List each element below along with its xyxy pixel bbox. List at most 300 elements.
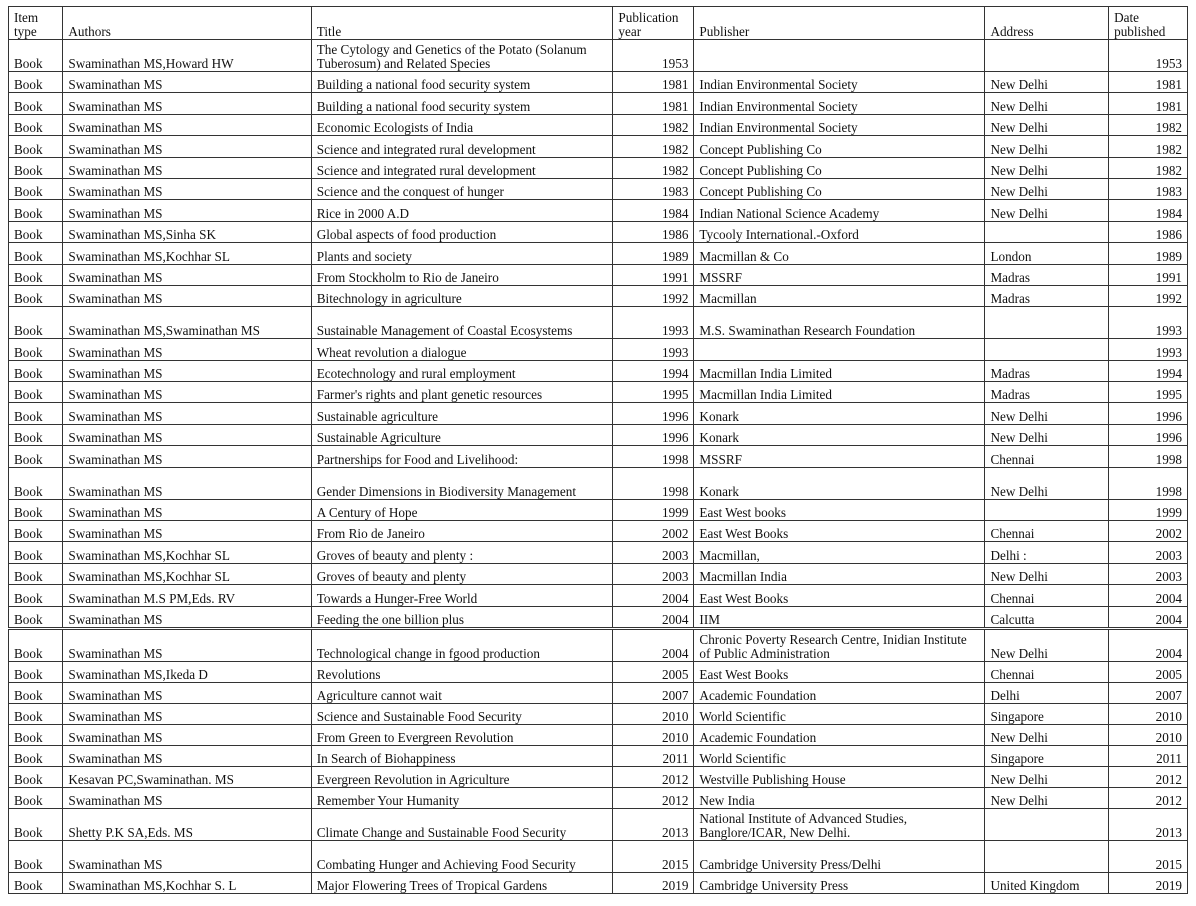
table-row [9, 563, 1188, 584]
cell-date-published: 2007 [1109, 683, 1188, 704]
cell-address: Madras [985, 360, 1109, 381]
header-date-published: Date published [1109, 7, 1188, 40]
table-row [9, 809, 1188, 841]
cell-title: Partnerships for Food and Livelihood: [311, 446, 613, 467]
cell-publication-year: 1989 [613, 243, 694, 264]
cell-date-published: 1984 [1109, 200, 1188, 221]
cell-authors: Swaminathan MS [63, 746, 311, 767]
table-row [9, 403, 1188, 424]
cell-publisher: Indian National Science Academy [694, 200, 985, 221]
cell-item-type: Book [9, 873, 63, 894]
table-row [9, 467, 1188, 499]
cell-item-type: Book [9, 767, 63, 788]
cell-publication-year: 1999 [613, 499, 694, 520]
cell-publication-year: 1991 [613, 264, 694, 285]
cell-publication-year: 1981 [613, 72, 694, 93]
cell-authors: Swaminathan MS [63, 157, 311, 178]
cell-publisher: Westville Publishing House [694, 767, 985, 788]
cell-title: In Search of Biohappiness [311, 746, 613, 767]
cell-publication-year: 1953 [613, 40, 694, 72]
cell-address: New Delhi [985, 178, 1109, 199]
table-row [9, 40, 1188, 72]
cell-date-published: 1989 [1109, 243, 1188, 264]
cell-address: Chennai [985, 662, 1109, 683]
header-publication-year: Publication year [613, 7, 694, 40]
table-row [9, 157, 1188, 178]
header-publisher: Publisher [694, 7, 985, 40]
cell-address: New Delhi [985, 563, 1109, 584]
table-row [9, 136, 1188, 157]
cell-publication-year: 2010 [613, 704, 694, 725]
cell-item-type: Book [9, 563, 63, 584]
cell-publisher: Macmillan India Limited [694, 382, 985, 403]
table-body [9, 40, 1188, 628]
cell-date-published: 2011 [1109, 746, 1188, 767]
cell-authors: Swaminathan MS [63, 521, 311, 542]
cell-address: Singapore [985, 746, 1109, 767]
cell-item-type: Book [9, 521, 63, 542]
cell-date-published: 1993 [1109, 307, 1188, 339]
cell-publication-year: 2011 [613, 746, 694, 767]
header-item-type: Item type [9, 7, 63, 40]
cell-date-published: 1996 [1109, 403, 1188, 424]
cell-address: New Delhi [985, 630, 1109, 662]
table-row [9, 178, 1188, 199]
cell-publication-year: 2004 [613, 606, 694, 627]
cell-publisher: World Scientific [694, 704, 985, 725]
cell-title: Wheat revolution a dialogue [311, 339, 613, 360]
table-row [9, 683, 1188, 704]
cell-date-published: 1991 [1109, 264, 1188, 285]
cell-address: New Delhi [985, 72, 1109, 93]
cell-item-type: Book [9, 704, 63, 725]
cell-publisher: Macmillan, [694, 542, 985, 563]
cell-publisher: IIM [694, 606, 985, 627]
table-row [9, 585, 1188, 606]
cell-date-published: 1996 [1109, 424, 1188, 445]
cell-publisher [694, 40, 985, 72]
cell-publication-year: 1982 [613, 136, 694, 157]
cell-publisher: Chronic Poverty Research Centre, Inidian Institute of Public Administration [694, 630, 985, 662]
table-row [9, 499, 1188, 520]
cell-date-published: 1986 [1109, 221, 1188, 242]
cell-publisher: Concept Publishing Co [694, 178, 985, 199]
cell-title: Agriculture cannot wait [311, 683, 613, 704]
cell-publication-year: 2004 [613, 630, 694, 662]
cell-item-type: Book [9, 200, 63, 221]
cell-address [985, 40, 1109, 72]
publications-table [8, 6, 1188, 628]
cell-authors: Swaminathan MS,Kochhar SL [63, 563, 311, 584]
cell-publisher: Konark [694, 403, 985, 424]
cell-publisher: Macmillan [694, 285, 985, 306]
cell-authors: Swaminathan MS [63, 788, 311, 809]
cell-authors: Swaminathan MS [63, 467, 311, 499]
cell-title: From Green to Evergreen Revolution [311, 725, 613, 746]
cell-item-type: Book [9, 683, 63, 704]
cell-authors: Swaminathan MS [63, 499, 311, 520]
cell-publisher: Indian Environmental Society [694, 72, 985, 93]
cell-address: New Delhi [985, 200, 1109, 221]
cell-title: Technological change in fgood production [311, 630, 613, 662]
cell-title: Major Flowering Trees of Tropical Gardens [311, 873, 613, 894]
cell-title: Remember Your Humanity [311, 788, 613, 809]
cell-item-type: Book [9, 788, 63, 809]
cell-publication-year: 2012 [613, 767, 694, 788]
cell-publisher [694, 339, 985, 360]
cell-authors: Swaminathan MS [63, 725, 311, 746]
table-row [9, 841, 1188, 873]
cell-title: Groves of beauty and plenty : [311, 542, 613, 563]
cell-authors: Swaminathan MS [63, 360, 311, 381]
table-row [9, 746, 1188, 767]
cell-date-published: 1998 [1109, 467, 1188, 499]
cell-authors: Swaminathan MS [63, 178, 311, 199]
cell-authors: Swaminathan MS,Kochhar SL [63, 243, 311, 264]
cell-title: Plants and society [311, 243, 613, 264]
cell-publisher: Macmillan India Limited [694, 360, 985, 381]
table-row [9, 446, 1188, 467]
cell-authors: Swaminathan MS [63, 382, 311, 403]
cell-item-type: Book [9, 662, 63, 683]
cell-item-type: Book [9, 360, 63, 381]
table-row [9, 72, 1188, 93]
cell-address: Chennai [985, 585, 1109, 606]
cell-publisher: Macmillan & Co [694, 243, 985, 264]
cell-address: New Delhi [985, 93, 1109, 114]
cell-authors: Swaminathan M.S PM,Eds. RV [63, 585, 311, 606]
cell-address: Delhi : [985, 542, 1109, 563]
cell-title: A Century of Hope [311, 499, 613, 520]
cell-title: From Stockholm to Rio de Janeiro [311, 264, 613, 285]
cell-item-type: Book [9, 339, 63, 360]
cell-item-type: Book [9, 178, 63, 199]
cell-authors: Swaminathan MS,Kochhar SL [63, 542, 311, 563]
cell-item-type: Book [9, 307, 63, 339]
cell-publisher: World Scientific [694, 746, 985, 767]
cell-address: Chennai [985, 521, 1109, 542]
cell-title: Feeding the one billion plus [311, 606, 613, 627]
cell-date-published: 1993 [1109, 339, 1188, 360]
cell-title: Science and integrated rural development [311, 157, 613, 178]
cell-authors: Swaminathan MS,Swaminathan MS [63, 307, 311, 339]
cell-title: Sustainable Agriculture [311, 424, 613, 445]
cell-title: Science and integrated rural development [311, 136, 613, 157]
cell-date-published: 1999 [1109, 499, 1188, 520]
cell-publication-year: 1995 [613, 382, 694, 403]
cell-publication-year: 1998 [613, 467, 694, 499]
cell-item-type: Book [9, 424, 63, 445]
header-authors: Authors [63, 7, 311, 40]
cell-authors: Swaminathan MS [63, 446, 311, 467]
cell-title: Revolutions [311, 662, 613, 683]
table-row [9, 704, 1188, 725]
cell-item-type: Book [9, 40, 63, 72]
cell-item-type: Book [9, 243, 63, 264]
cell-title: Science and the conquest of hunger [311, 178, 613, 199]
cell-publication-year: 2019 [613, 873, 694, 894]
cell-address: Delhi [985, 683, 1109, 704]
cell-publisher: Cambridge University Press [694, 873, 985, 894]
cell-publisher: Macmillan India [694, 563, 985, 584]
cell-publisher: MSSRF [694, 446, 985, 467]
cell-date-published: 1953 [1109, 40, 1188, 72]
table-row [9, 307, 1188, 339]
cell-address [985, 307, 1109, 339]
cell-authors: Swaminathan MS [63, 136, 311, 157]
cell-item-type: Book [9, 285, 63, 306]
cell-item-type: Book [9, 72, 63, 93]
cell-address: Calcutta [985, 606, 1109, 627]
table-row [9, 243, 1188, 264]
cell-publisher: East West Books [694, 585, 985, 606]
cell-authors: Shetty P.K SA,Eds. MS [63, 809, 311, 841]
cell-item-type: Book [9, 136, 63, 157]
cell-publisher: Konark [694, 424, 985, 445]
cell-publisher: MSSRF [694, 264, 985, 285]
cell-title: Rice in 2000 A.D [311, 200, 613, 221]
cell-publisher: Konark [694, 467, 985, 499]
cell-date-published: 1994 [1109, 360, 1188, 381]
cell-item-type: Book [9, 630, 63, 662]
cell-publisher: Academic Foundation [694, 683, 985, 704]
table-row [9, 339, 1188, 360]
cell-date-published: 2005 [1109, 662, 1188, 683]
cell-date-published: 1981 [1109, 72, 1188, 93]
cell-publication-year: 2007 [613, 683, 694, 704]
cell-publication-year: 2010 [613, 725, 694, 746]
cell-publication-year: 1982 [613, 157, 694, 178]
cell-title: Global aspects of food production [311, 221, 613, 242]
cell-title: Sustainable agriculture [311, 403, 613, 424]
cell-address: New Delhi [985, 424, 1109, 445]
cell-address [985, 809, 1109, 841]
cell-authors: Swaminathan MS [63, 264, 311, 285]
cell-item-type: Book [9, 264, 63, 285]
cell-authors: Swaminathan MS [63, 630, 311, 662]
table-row [9, 767, 1188, 788]
cell-publication-year: 1986 [613, 221, 694, 242]
cell-date-published: 2004 [1109, 630, 1188, 662]
cell-date-published: 2013 [1109, 809, 1188, 841]
table-row [9, 606, 1188, 627]
cell-item-type: Book [9, 221, 63, 242]
cell-address [985, 499, 1109, 520]
cell-publication-year: 1996 [613, 403, 694, 424]
cell-publisher: Concept Publishing Co [694, 136, 985, 157]
table-row [9, 200, 1188, 221]
cell-publisher: East West books [694, 499, 985, 520]
cell-authors: Kesavan PC,Swaminathan. MS [63, 767, 311, 788]
cell-authors: Swaminathan MS [63, 424, 311, 445]
table-body-continued [9, 630, 1188, 894]
header-address: Address [985, 7, 1109, 40]
cell-publisher: Academic Foundation [694, 725, 985, 746]
cell-date-published: 1983 [1109, 178, 1188, 199]
publications-table-continued [8, 629, 1188, 894]
cell-authors: Swaminathan MS [63, 683, 311, 704]
cell-title: Gender Dimensions in Biodiversity Management [311, 467, 613, 499]
cell-address [985, 339, 1109, 360]
cell-date-published: 2019 [1109, 873, 1188, 894]
cell-publication-year: 2005 [613, 662, 694, 683]
cell-publication-year: 1994 [613, 360, 694, 381]
table-row [9, 114, 1188, 135]
cell-date-published: 2004 [1109, 585, 1188, 606]
cell-date-published: 1982 [1109, 157, 1188, 178]
cell-publication-year: 1984 [613, 200, 694, 221]
cell-publication-year: 1993 [613, 307, 694, 339]
cell-publication-year: 1982 [613, 114, 694, 135]
cell-authors: Swaminathan MS [63, 114, 311, 135]
cell-date-published: 2010 [1109, 725, 1188, 746]
cell-date-published: 1995 [1109, 382, 1188, 403]
cell-publication-year: 2002 [613, 521, 694, 542]
cell-address: Chennai [985, 446, 1109, 467]
table-row [9, 93, 1188, 114]
cell-publication-year: 2003 [613, 563, 694, 584]
cell-title: Bitechnology in agriculture [311, 285, 613, 306]
cell-address: New Delhi [985, 788, 1109, 809]
cell-address: New Delhi [985, 157, 1109, 178]
header-title: Title [311, 7, 613, 40]
cell-title: Combating Hunger and Achieving Food Security [311, 841, 613, 873]
cell-title: Building a national food security system [311, 72, 613, 93]
table-row [9, 424, 1188, 445]
cell-title: Science and Sustainable Food Security [311, 704, 613, 725]
cell-authors: Swaminathan MS,Ikeda D [63, 662, 311, 683]
cell-publisher: Cambridge University Press/Delhi [694, 841, 985, 873]
cell-publisher: East West Books [694, 662, 985, 683]
cell-address: Singapore [985, 704, 1109, 725]
cell-date-published: 2004 [1109, 606, 1188, 627]
cell-title: Towards a Hunger-Free World [311, 585, 613, 606]
table-row [9, 382, 1188, 403]
cell-item-type: Book [9, 93, 63, 114]
cell-publisher: New India [694, 788, 985, 809]
cell-item-type: Book [9, 403, 63, 424]
cell-title: The Cytology and Genetics of the Potato (Solanum Tuberosum) and Related Species [311, 40, 613, 72]
cell-authors: Swaminathan MS [63, 200, 311, 221]
cell-address: New Delhi [985, 767, 1109, 788]
table-row [9, 221, 1188, 242]
cell-authors: Swaminathan MS,Howard HW [63, 40, 311, 72]
cell-item-type: Book [9, 446, 63, 467]
cell-publication-year: 1998 [613, 446, 694, 467]
cell-publication-year: 1981 [613, 93, 694, 114]
cell-publication-year: 1983 [613, 178, 694, 199]
cell-authors: Swaminathan MS,Sinha SK [63, 221, 311, 242]
cell-item-type: Book [9, 725, 63, 746]
cell-authors: Swaminathan MS [63, 339, 311, 360]
cell-authors: Swaminathan MS,Kochhar S. L [63, 873, 311, 894]
table-row [9, 725, 1188, 746]
cell-date-published: 2012 [1109, 788, 1188, 809]
cell-date-published: 2003 [1109, 563, 1188, 584]
cell-item-type: Book [9, 809, 63, 841]
cell-authors: Swaminathan MS [63, 704, 311, 725]
cell-item-type: Book [9, 467, 63, 499]
cell-authors: Swaminathan MS [63, 403, 311, 424]
cell-address: New Delhi [985, 136, 1109, 157]
cell-title: Building a national food security system [311, 93, 613, 114]
cell-address: Madras [985, 382, 1109, 403]
table-row [9, 264, 1188, 285]
table-header-row [9, 7, 1188, 40]
table-row [9, 788, 1188, 809]
cell-title: Sustainable Management of Coastal Ecosystems [311, 307, 613, 339]
cell-publication-year: 2003 [613, 542, 694, 563]
cell-item-type: Book [9, 585, 63, 606]
table-row [9, 662, 1188, 683]
table-row [9, 521, 1188, 542]
cell-title: Groves of beauty and plenty [311, 563, 613, 584]
cell-publisher: Tycooly International.-Oxford [694, 221, 985, 242]
table-row [9, 630, 1188, 662]
cell-item-type: Book [9, 606, 63, 627]
cell-publication-year: 1992 [613, 285, 694, 306]
cell-address: Madras [985, 264, 1109, 285]
cell-address: Madras [985, 285, 1109, 306]
cell-publisher: Indian Environmental Society [694, 93, 985, 114]
cell-date-published: 2003 [1109, 542, 1188, 563]
cell-publisher: M.S. Swaminathan Research Foundation [694, 307, 985, 339]
cell-publisher: Concept Publishing Co [694, 157, 985, 178]
cell-date-published: 2012 [1109, 767, 1188, 788]
table-row [9, 360, 1188, 381]
cell-title: Economic Ecologists of India [311, 114, 613, 135]
cell-publisher: National Institute of Advanced Studies, Banglore/ICAR, New Delhi. [694, 809, 985, 841]
cell-address: United Kingdom [985, 873, 1109, 894]
cell-date-published: 2002 [1109, 521, 1188, 542]
cell-item-type: Book [9, 157, 63, 178]
cell-date-published: 1981 [1109, 93, 1188, 114]
cell-title: Evergreen Revolution in Agriculture [311, 767, 613, 788]
cell-authors: Swaminathan MS [63, 93, 311, 114]
cell-item-type: Book [9, 114, 63, 135]
cell-item-type: Book [9, 542, 63, 563]
cell-publication-year: 1996 [613, 424, 694, 445]
cell-address: London [985, 243, 1109, 264]
cell-publisher: East West Books [694, 521, 985, 542]
cell-publisher: Indian Environmental Society [694, 114, 985, 135]
cell-address: New Delhi [985, 403, 1109, 424]
cell-publication-year: 1993 [613, 339, 694, 360]
cell-date-published: 1992 [1109, 285, 1188, 306]
cell-title: From Rio de Janeiro [311, 521, 613, 542]
cell-authors: Swaminathan MS [63, 72, 311, 93]
cell-publication-year: 2013 [613, 809, 694, 841]
cell-address: New Delhi [985, 725, 1109, 746]
cell-date-published: 1998 [1109, 446, 1188, 467]
cell-title: Farmer's rights and plant genetic resources [311, 382, 613, 403]
cell-item-type: Book [9, 841, 63, 873]
cell-date-published: 2010 [1109, 704, 1188, 725]
cell-date-published: 1982 [1109, 136, 1188, 157]
cell-publication-year: 2012 [613, 788, 694, 809]
table-row [9, 285, 1188, 306]
cell-address [985, 841, 1109, 873]
cell-address: New Delhi [985, 114, 1109, 135]
cell-publication-year: 2015 [613, 841, 694, 873]
cell-item-type: Book [9, 499, 63, 520]
cell-address [985, 221, 1109, 242]
cell-address: New Delhi [985, 467, 1109, 499]
cell-publication-year: 2004 [613, 585, 694, 606]
cell-authors: Swaminathan MS [63, 285, 311, 306]
cell-authors: Swaminathan MS [63, 841, 311, 873]
cell-authors: Swaminathan MS [63, 606, 311, 627]
